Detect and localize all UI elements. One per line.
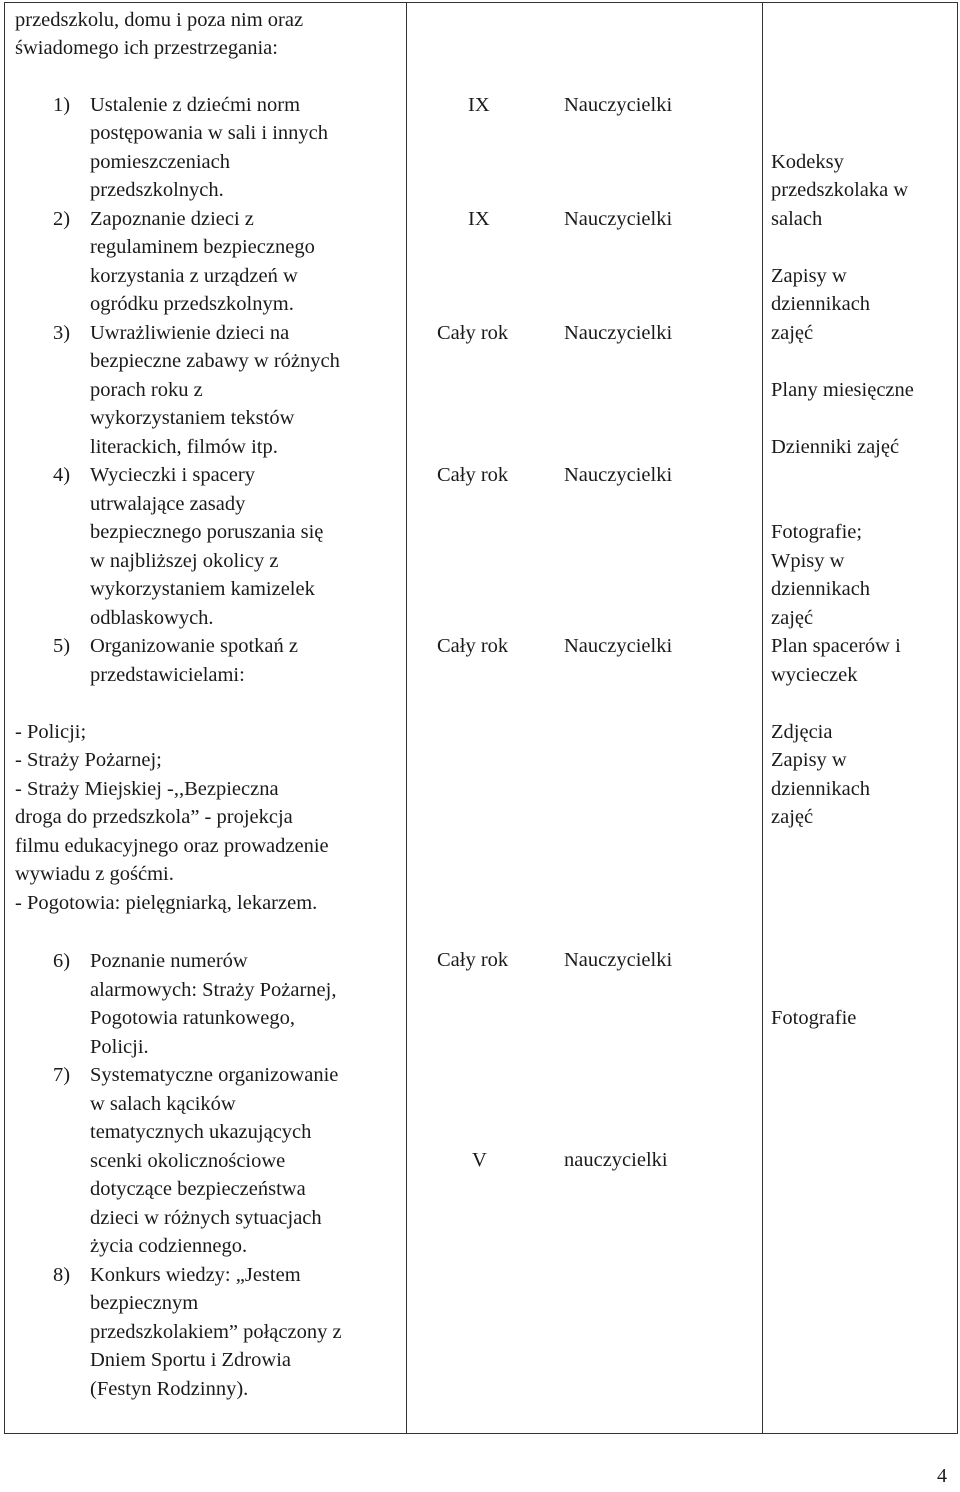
- column-divider: [406, 2, 407, 1434]
- item-line: Policji.: [90, 1036, 149, 1058]
- item-number: 2): [53, 208, 71, 230]
- docs-line: Zapisy w: [771, 749, 847, 771]
- item-line: korzystania z urządzeń w: [90, 265, 298, 287]
- term-cell: IX: [468, 208, 490, 230]
- responsible-cell: Nauczycielki: [564, 949, 673, 971]
- docs-line: salach: [771, 208, 823, 230]
- item-line: (Festyn Rodzinny).: [90, 1378, 249, 1400]
- item-number: 5): [53, 635, 71, 657]
- docs-line: dziennikach: [771, 778, 871, 800]
- item-line: alarmowych: Straży Pożarnej,: [90, 979, 337, 1001]
- term-cell: V: [472, 1149, 487, 1171]
- term-cell: IX: [468, 94, 490, 116]
- responsible-cell: Nauczycielki: [564, 464, 673, 486]
- item-line: bezpiecznym: [90, 1292, 199, 1314]
- responsible-cell: Nauczycielki: [564, 322, 673, 344]
- responsible-cell: nauczycielki: [564, 1149, 668, 1171]
- docs-line: Fotografie;: [771, 521, 863, 543]
- item-line: utrwalające zasady: [90, 493, 246, 515]
- item-line: wykorzystaniem kamizelek: [90, 578, 315, 600]
- item-line: Konkurs wiedzy: „Jestem: [90, 1264, 301, 1286]
- item-line: odblaskowych.: [90, 607, 214, 629]
- guest-line: droga do przedszkola” - projekcja: [15, 806, 293, 828]
- column-divider: [762, 2, 763, 1434]
- guest-line: wywiadu z gośćmi.: [15, 863, 174, 885]
- responsible-cell: Nauczycielki: [564, 208, 673, 230]
- docs-line: Plan spacerów i: [771, 635, 901, 657]
- item-line: Ustalenie z dziećmi norm: [90, 94, 301, 116]
- item-line: Systematyczne organizowanie: [90, 1064, 339, 1086]
- docs-line: zajęć: [771, 607, 814, 629]
- term-cell: Cały rok: [437, 464, 509, 486]
- docs-line: Fotografie: [771, 1007, 857, 1029]
- item-line: Wycieczki i spacery: [90, 464, 255, 486]
- item-line: wykorzystaniem tekstów: [90, 407, 295, 429]
- docs-line: Plany miesięczne: [771, 379, 914, 401]
- guest-line: - Policji;: [15, 721, 87, 743]
- item-line: porach roku z: [90, 379, 203, 401]
- item-number: 6): [53, 950, 71, 972]
- item-line: regulaminem bezpiecznego: [90, 236, 315, 258]
- item-line: postępowania w sali i innych: [90, 122, 328, 144]
- docs-line: dziennikach: [771, 293, 871, 315]
- docs-line: Dzienniki zajęć: [771, 436, 900, 458]
- docs-line: przedszkolaka w: [771, 179, 909, 201]
- docs-line: Kodeksy: [771, 151, 844, 173]
- guest-line: - Straży Pożarnej;: [15, 749, 162, 771]
- item-line: Poznanie numerów: [90, 950, 248, 972]
- item-line: przedstawicielami:: [90, 664, 245, 686]
- item-line: pomieszczeniach: [90, 151, 231, 173]
- item-number: 8): [53, 1264, 71, 1286]
- item-number: 3): [53, 322, 71, 344]
- item-line: dzieci w różnych sytuacjach: [90, 1207, 322, 1229]
- item-line: Organizowanie spotkań z: [90, 635, 298, 657]
- item-line: przedszkolakiem” połączony z: [90, 1321, 342, 1343]
- intro-line: świadomego ich przestrzegania:: [15, 37, 278, 59]
- item-line: ogródku przedszkolnym.: [90, 293, 294, 315]
- item-line: przedszkolnych.: [90, 179, 224, 201]
- item-number: 1): [53, 94, 71, 116]
- item-line: Uwrażliwienie dzieci na: [90, 322, 290, 344]
- page-number: 4: [937, 1465, 947, 1487]
- responsible-cell: Nauczycielki: [564, 94, 673, 116]
- guest-line: - Pogotowia: pielęgniarką, lekarzem.: [15, 892, 318, 914]
- docs-line: Wpisy w: [771, 550, 845, 572]
- guest-line: - Straży Miejskiej -,,Bezpieczna: [15, 778, 279, 800]
- item-line: w najbliższej okolicy z: [90, 550, 279, 572]
- term-cell: Cały rok: [437, 635, 509, 657]
- item-number: 7): [53, 1064, 71, 1086]
- item-line: Pogotowia ratunkowego,: [90, 1007, 295, 1029]
- responsible-cell: Nauczycielki: [564, 635, 673, 657]
- docs-line: Zdjęcia: [771, 721, 833, 743]
- docs-line: dziennikach: [771, 578, 871, 600]
- item-line: tematycznych ukazujących: [90, 1121, 312, 1143]
- docs-line: Zapisy w: [771, 265, 847, 287]
- item-number: 4): [53, 464, 71, 486]
- item-line: bezpieczne zabawy w różnych: [90, 350, 340, 372]
- item-line: Zapoznanie dzieci z: [90, 208, 254, 230]
- term-cell: Cały rok: [437, 949, 509, 971]
- item-line: życia codziennego.: [90, 1235, 248, 1257]
- guest-line: filmu edukacyjnego oraz prowadzenie: [15, 835, 329, 857]
- item-line: literackich, filmów itp.: [90, 436, 278, 458]
- item-line: bezpiecznego poruszania się: [90, 521, 324, 543]
- docs-line: zajęć: [771, 322, 814, 344]
- item-line: w salach kącików: [90, 1093, 236, 1115]
- item-line: dotyczące bezpieczeństwa: [90, 1178, 306, 1200]
- docs-line: zajęć: [771, 806, 814, 828]
- term-cell: Cały rok: [437, 322, 509, 344]
- intro-line: przedszkolu, domu i poza nim oraz: [15, 9, 304, 31]
- item-line: Dniem Sportu i Zdrowia: [90, 1349, 291, 1371]
- docs-line: wycieczek: [771, 664, 858, 686]
- item-line: scenki okolicznościowe: [90, 1150, 286, 1172]
